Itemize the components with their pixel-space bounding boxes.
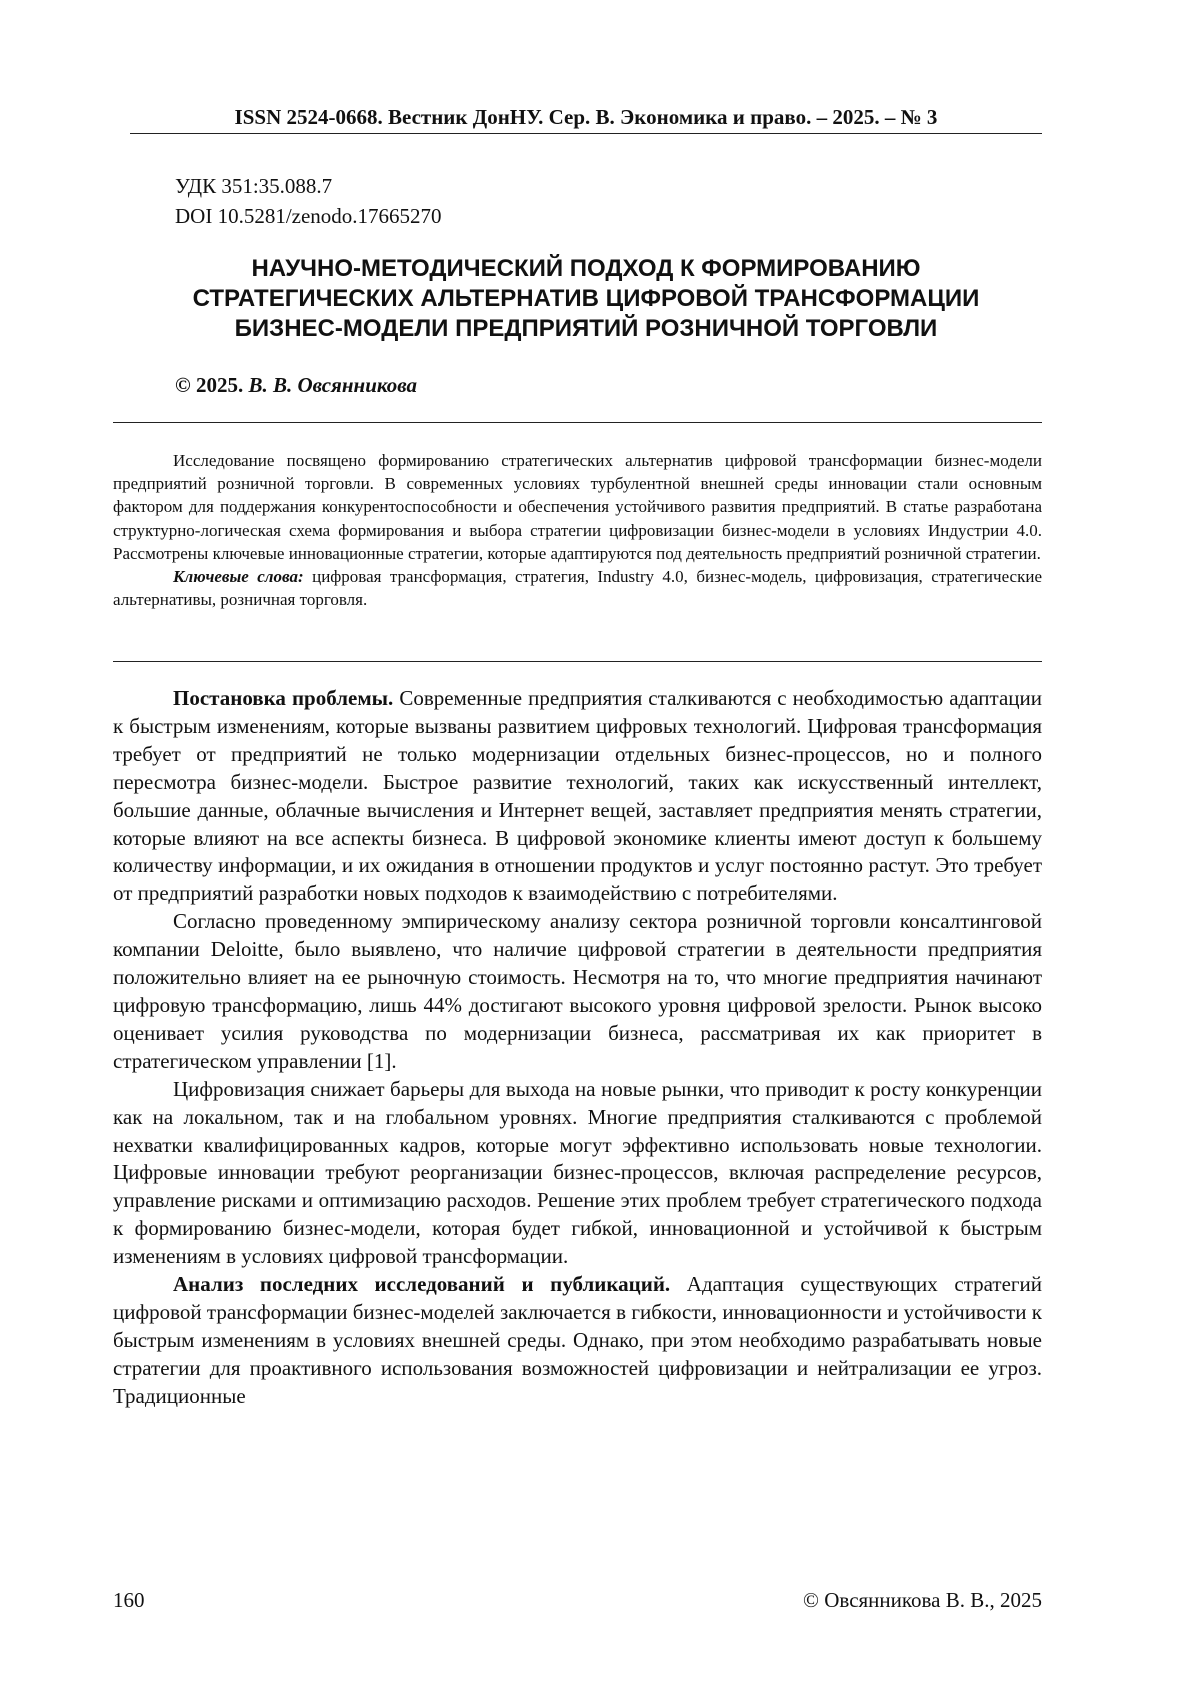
keywords-list: цифровая трансформация, стратегия, Industry 4.0, бизнес-модель, цифровизация, стратегические альтернативы, розничная торговля. <box>113 567 1043 610</box>
paragraph-2: Согласно проведенному эмпирическому анализу сектора розничной торговли консалтинговой компании Deloitte, было выявлено, что наличие цифровой стратегии в деятельности предприятия положительно влияет на ее рыночную стоимость. Несмотря на то, что многие предприятия начинают цифровую трансформацию, лишь 44% достигают высокого уровня цифровой зрелости. Рынок высоко оценивает усилия руководства по модернизации бизнеса, рассматривая их как приоритет в стратегическом управлении [1]. <box>113 909 1042 1073</box>
abstract-text: Исследование посвящено формированию стратегических альтернатив цифровой трансформации бизнес-модели предприятий розничной торговли. В современных условиях турбулентной внешней среды инновации стали основным фактором для поддержания конкурентоспособности и обеспечения устойчивого развития предприятий. В статье разработана структурно-логическая схема формирования и выбора стратегии цифровизации бизнес-модели в условиях Индустрии 4.0. Рассмотрены ключевые инновационные стратегии, которые адаптируются под деятельность предприятий розничной стратегии. <box>113 451 1042 563</box>
section-heading-analysis: Анализ последних исследований и публикаций. <box>173 1272 671 1297</box>
section-heading-problem: Постановка проблемы. <box>173 686 394 710</box>
author-name: В. В. Овсянникова <box>248 373 417 397</box>
footer-copyright: © Овсянникова В. В., 2025 <box>803 1588 1042 1612</box>
doi: DOI 10.5281/zenodo.17665270 <box>175 204 442 228</box>
title-line-2: СТРАТЕГИЧЕСКИХ АЛЬТЕРНАТИВ ЦИФРОВОЙ ТРАНСФОРМАЦИИ <box>192 285 980 312</box>
paragraph-3: Цифровизация снижает барьеры для выхода на новые рынки, что приводит к росту конкуренции как на локальном, так и на глобальном уровнях. Многие предприятия сталкиваются с проблемой нехватки квалифицированных кадров, которые могут эффективно использовать новые технологии. Цифровые инновации требуют реорганизации бизнес-процессов, включая распределение ресурсов, управление рисками и оптимизацию расходов. Решение этих проблем требует стратегического подхода к формированию бизнес-модели, которая будет гибкой, инновационной и устойчивой к быстрым изменениям в условиях цифровой трансформации. <box>113 1076 1042 1269</box>
article-title <box>130 254 1042 344</box>
abstract-bottom-rule <box>113 661 1042 662</box>
running-header: ISSN 2524-0668. Вестник ДонНУ. Сер. В. Экономика и право. – 2025. – № 3 <box>234 105 938 129</box>
udc-code: УДК 351:35.088.7 <box>175 174 333 198</box>
keywords-label: Ключевые слова: <box>173 567 304 587</box>
keywords <box>113 565 1042 611</box>
author-line <box>175 372 417 398</box>
paragraph-4 <box>113 1271 1042 1411</box>
abstract <box>113 449 1042 611</box>
title-line-1: НАУЧНО-МЕТОДИЧЕСКИЙ ПОДХОД К ФОРМИРОВАНИЮ <box>251 255 921 282</box>
paragraph-1 <box>113 685 1042 908</box>
article-body <box>113 685 1042 1411</box>
header-rule <box>130 133 1042 134</box>
abstract-top-rule <box>113 422 1042 423</box>
paragraph-4-text: Адаптация существующих стратегий цифровой трансформации бизнес-моделей заключается в гибкости, инновационности и устойчивости к быстрым изменениям в условиях внешней среды. Однако, при этом необходимо разрабатывать новые стратегии для проактивного использования возможностей цифровизации и нейтрализации ее угроз. Традиционные <box>113 1272 1042 1408</box>
copyright-year: © 2025. <box>175 373 244 397</box>
title-line-3: БИЗНЕС-МОДЕЛИ ПРЕДПРИЯТИЙ РОЗНИЧНОЙ ТОРГОВЛИ <box>234 315 938 342</box>
page-number: 160 <box>113 1588 145 1612</box>
paragraph-1-text: Современные предприятия сталкиваются с необходимостью адаптации к быстрым изменениям, которые вызваны развитием цифровых технологий. Цифровая трансформация требует от предприятий не только модернизации отдельных бизнес-процессов, но и полного пересмотра бизнес-модели. Быстрое развитие технологий, таких как искусственный интеллект, большие данные, облачные вычисления и Интернет вещей, заставляет предприятия менять стратегии, которые влияют на все аспекты бизнеса. В цифровой экономике клиенты имеют доступ к большему количеству информации, и их ожидания в отношении продуктов и услуг постоянно растут. Это требует от предприятий разработки новых подходов к взаимодействию с потребителями. <box>113 686 1042 906</box>
